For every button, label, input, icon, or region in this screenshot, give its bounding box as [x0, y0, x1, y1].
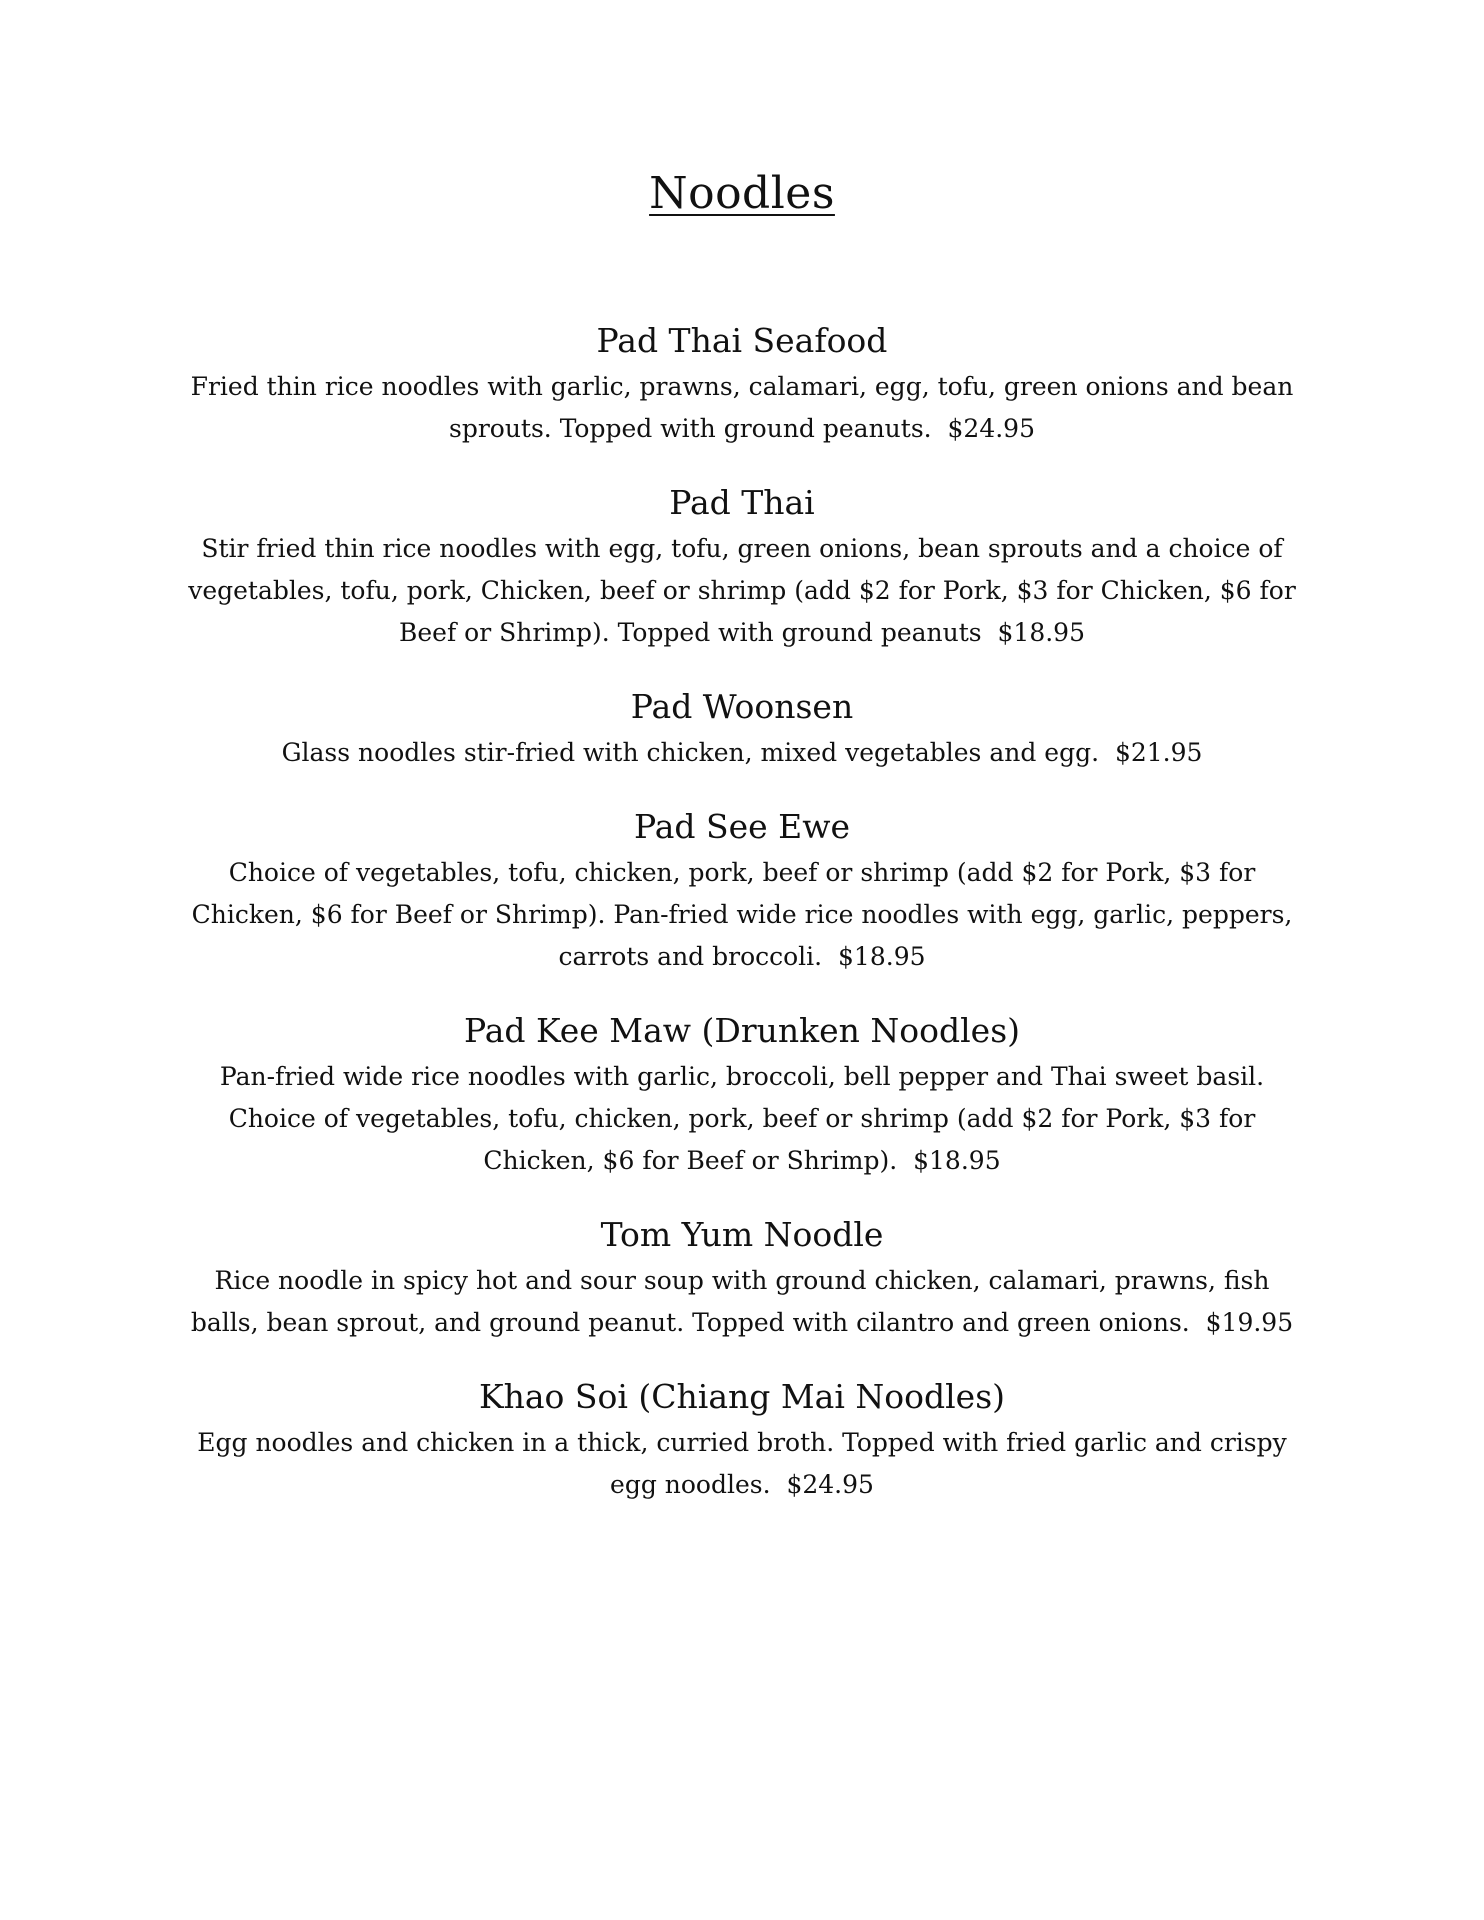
- menu-item-price: $19.95: [1205, 1308, 1294, 1337]
- menu-item-description: [177, 366, 1307, 450]
- menu-item-description: [177, 852, 1307, 978]
- menu-item-name: Pad Thai Seafood: [596, 321, 888, 360]
- menu-item: [160, 684, 1324, 774]
- menu-item-description-text: Egg noodles and chicken in a thick, curried broth. Topped with fried garlic and crispy egg noodles.: [197, 1428, 1287, 1499]
- menu-item-description-text: Stir fried thin rice noodles with egg, tofu, green onions, bean sprouts and a choice of vegetables, tofu, pork, Chicken, beef or shrimp (add $2 for Pork, $3 for Chicken, $6 for Beef or Shrimp). Topped with ground peanuts: [188, 534, 1296, 647]
- menu-item-description-text: Pan-fried wide rice noodles with garlic, broccoli, bell pepper and Thai sweet basil. Choice of vegetables, tofu, chicken, pork, beef or shrimp (add $2 for Pork, $3 for Chicken, $6 for Beef or Shrimp).: [219, 1062, 1265, 1175]
- menu-item: [160, 1008, 1324, 1182]
- page-title: Noodles: [649, 168, 835, 219]
- menu-item-price: $18.95: [997, 618, 1085, 647]
- menu-item-list: [160, 318, 1324, 1536]
- menu-item-name: Khao Soi (Chiang Mai Noodles): [478, 1377, 1006, 1416]
- menu-item-price: $24.95: [947, 414, 1035, 443]
- menu-item: [160, 1374, 1324, 1506]
- menu-item-description-text: Fried thin rice noodles with garlic, prawns, calamari, egg, tofu, green onions and bean sprouts. Topped with ground peanuts.: [190, 372, 1294, 443]
- menu-item-description: [177, 528, 1307, 654]
- menu-item-description-text: Glass noodles stir-fried with chicken, mixed vegetables and egg.: [281, 738, 1100, 767]
- menu-item-description: [177, 1260, 1307, 1344]
- menu-item-name: Pad See Ewe: [633, 807, 851, 846]
- menu-item-name: Pad Kee Maw (Drunken Noodles): [463, 1011, 1021, 1050]
- menu-item-description: [177, 732, 1307, 774]
- menu-item-name: Tom Yum Noodle: [600, 1215, 884, 1254]
- menu-item: [160, 318, 1324, 450]
- menu-item-price: $18.95: [838, 942, 926, 971]
- menu-item: [160, 804, 1324, 978]
- menu-item-name: Pad Thai: [669, 483, 815, 522]
- menu-item-price: $24.95: [786, 1470, 874, 1499]
- menu-item-name: Pad Woonsen: [630, 687, 854, 726]
- menu-item: [160, 480, 1324, 654]
- menu-item-description-text: Choice of vegetables, tofu, chicken, pork, beef or shrimp (add $2 for Pork, $3 for Chicken, $6 for Beef or Shrimp). Pan-fried wide rice noodles with egg, garlic, peppers, carrots and broccoli.: [191, 858, 1293, 971]
- menu-item-price: $21.95: [1114, 738, 1203, 767]
- menu-item: [160, 1212, 1324, 1344]
- menu-item-description-text: Rice noodle in spicy hot and sour soup with ground chicken, calamari, prawns, fish balls, bean sprout, and ground peanut. Topped with cilantro and green onions.: [190, 1266, 1270, 1337]
- menu-item-description: [177, 1422, 1307, 1506]
- menu-item-price: $18.95: [913, 1146, 1001, 1175]
- menu-item-description: [177, 1056, 1307, 1182]
